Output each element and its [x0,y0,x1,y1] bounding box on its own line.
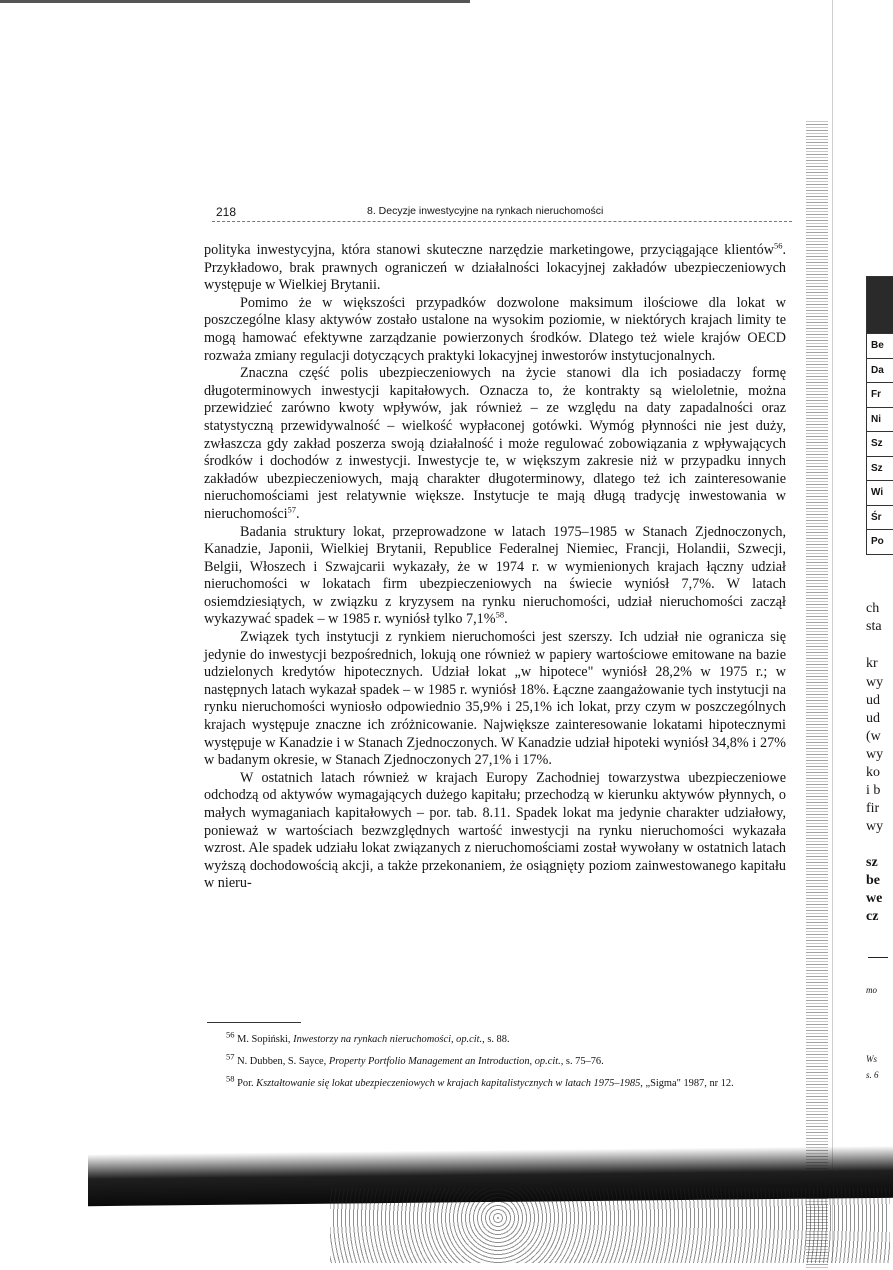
paragraph [204,629,786,770]
scan-top-edge [0,0,470,3]
running-header: 8. Decyzje inwestycyjne na rynkach nieruchomości [367,205,604,217]
paragraph-text: . Przykładowo, brak prawnych ograniczeń w działalności lokacyjnej zakładów ubezpieczeniowych występuje w Wielkiej Brytanii. [204,242,786,294]
footnote-number: 58 [226,1073,235,1084]
adjacent-dash [868,957,888,958]
adjacent-text-fragment: ud [866,711,880,726]
paragraph [204,242,786,295]
footnote [204,1029,784,1046]
footnote-author: Por. [234,1078,257,1089]
paragraph-text: W ostatnich latach również w krajach Europy Zachodniej towarzystwa ubezpieczeniowe odchodzą od aktywów wymagających dużego kapitału; przechodzą w kierunku aktywów płynnych, o małych wymaganiach kapitałowych – por. tab. 8.11. Spadek lokat ma jedynie charakter udziałowy, ponieważ w wartościach bezwzględnych wartość inwestycji na rynku nieruchomości wykazała wzrost. Ale spadek udziału lokat związanych z nieruchomościami został wywołany w ostatnich latach wyższą dochodowością akcji, a także przekonaniem, że osiągnięty poziom zainwestowanego kapitału w nieru- [204,769,786,892]
adjacent-text-fragment: sta [866,619,882,634]
adjacent-table-cell: Po [867,529,893,554]
paragraph-text: Znaczna część polis ubezpieczeniowych na życie stanowi dla ich posiadaczy formę długoterminowych inwestycji kapitałowych. Oznacza to, że kontrakty są wieloletnie, można przewidzieć zarówno kwoty wpływów, jak również – ze względu na daty zapadalności oraz statystyczną przewidywalność – wielkość wypłaconej gotówki. Wymóg płynności nie jest duży, zwłaszcza gdy zakład poszerza swoją działalność i może regulować zobowiązania z wpływających środków i dochodów z inwestycji. Inwestycje te, w większym zakresie niż w przypadku innych zakładów ubezpieczeniowych, mają charakter długoterminowy, dlatego też ich zainteresowanie nieruchomościami jest relatywnie większe. Instytucje te mają długą tradycję inwestowania w nieruchomości [204,365,786,522]
adjacent-text-fragment: Ws [866,1054,877,1064]
adjacent-text-fragment: ch [866,601,880,616]
adjacent-text-fragment: ud [866,693,880,708]
adjacent-text-fragment: wy [866,675,884,690]
adjacent-text-fragment: we [866,891,883,906]
footnote-number: 56 [226,1029,235,1040]
paragraph-text: Pomimo że w większości przypadków dozwolone maksimum ilościowe dla lokat w poszczególne klasy aktywów zostało ustalone na wysokim poziomie, w niektórych krajach limity te mogą hamować efektywne zarządzanie powierzonych środków. Dlatego też wiele krajów OECD rozważa zmiany regulacji dotyczących praktyki lokacyjnej inwestorów instytucjonalnych. [204,294,786,364]
adjacent-text-fragment: mo [866,985,877,995]
adjacent-text-fragment: kr [866,656,878,671]
adjacent-table-cell: Sz [867,431,893,456]
adjacent-table-cell: Da [867,358,893,383]
footnote-source: , „Sigma" 1987, nr 12. [640,1078,734,1089]
footnotes [204,1029,784,1099]
header-rule [212,221,792,222]
adjacent-text-fragment: (w [866,729,881,744]
page-number: 218 [216,205,237,219]
book-spine-shadow [806,120,828,1270]
adjacent-text-fragment: sz [866,855,878,870]
paragraph [204,365,786,523]
adjacent-table-cell: Fr [867,382,893,407]
footnote [204,1073,784,1090]
footnote-title: Inwestorzy na rynkach nieruchomości, op.cit. [293,1034,483,1045]
adjacent-table-cell: Śr [867,505,893,530]
paragraph-text: . [296,505,300,522]
main-text [204,242,786,893]
adjacent-text-fragment: s. 6 [866,1070,879,1080]
footnote-author: M. Sopiński, [234,1034,294,1045]
adjacent-table-header [867,277,893,333]
paragraph [204,295,786,365]
footnote-number: 57 [226,1051,235,1062]
footnote-title: Property Portfolio Management an Introduction, op.cit. [328,1056,561,1067]
paragraph-text: polityka inwestycyjna, która stanowi skuteczne narzędzie marketingowe, przyciągające klientów [204,242,774,258]
paragraph-text: Związek tych instytucji z rynkiem nieruchomości jest szerszy. Ich udział nie ogranicza się jedynie do inwestycji bezpośrednich, lokują one również w papiery wartościowe emitowane na bazie udzielonych kredytów hipotecznych. Udział lokat „w hipotece" wyniósł 28,2% w 1975 r.; w następnych latach wykazał spadek – w 1985 r. wyniósł 18%. Łączne zaangażowanie tych instytucji na rynku nieruchomości wyniosło odpowiednio 35,9% i 25,1% ich lokat, przy czym w poszczególnych krajach występuje znaczne ich zróżnicowanie. Największe zainteresowanie lokatami hipotecznymi występuje w Kanadzie i w Stanach Zjednoczonych. W Kanadzie udział hipoteki wyniósł 34,8% i 27% w badanym okresie, w Stanach Zjednoczonych 27,1% i 17%. [204,629,786,769]
footnote-separator [207,1022,301,1023]
footnote-title: Kształtowanie się lokat ubezpieczeniowych w krajach kapitalistycznych w latach 1975–1985 [256,1078,641,1089]
adjacent-text-fragment: wy [866,747,884,762]
adjacent-table-cell: Be [867,333,893,358]
paragraph [204,770,786,893]
footnote-ref: 58 [495,609,505,620]
adjacent-text-fragment: be [866,873,880,888]
footnote [204,1051,784,1068]
adjacent-text-fragment: cz [866,909,879,924]
paragraph-text: . [504,611,508,628]
adjacent-text-fragment: fir [866,801,880,816]
footnote-source: , s. 75–76. [560,1056,604,1067]
footnote-ref: 56 [773,240,783,251]
adjacent-text-fragment: wy [866,819,884,834]
footnote-author: N. Dubben, S. Sayce, [234,1056,329,1067]
paragraph-text: Badania struktury lokat, przeprowadzone w latach 1975–1985 w Stanach Zjednoczonych, Kanadzie, Japonii, Wielkiej Brytanii, Republice Federalnej Niemiec, Francji, Holandii, Szwecji, Belgii, Włoszech i Szwajcarii wykazały, że w 1974 r. w wymienionych krajach łączny udział nieruchomości w lokatach firm ubezpieczeniowych na świecie wyniósł 7,7%. W latach osiemdziesiątych, w związku z kryzysem na rynku nieruchomości, udział nieruchomości zaczął wykazywać spadek – w 1985 r. wyniósł tylko 7,1% [204,523,786,628]
adjacent-table [866,276,893,555]
footnote-source: , s. 88. [482,1034,510,1045]
footnote-ref: 57 [287,504,297,515]
adjacent-table-cell: Wi [867,480,893,505]
adjacent-text-fragment: i b [866,783,881,798]
scan-noise [330,1188,890,1263]
adjacent-table-cell: Ni [867,407,893,432]
paragraph [204,524,786,630]
adjacent-table-cell: Sz [867,456,893,481]
adjacent-text-fragment: ko [866,765,880,780]
